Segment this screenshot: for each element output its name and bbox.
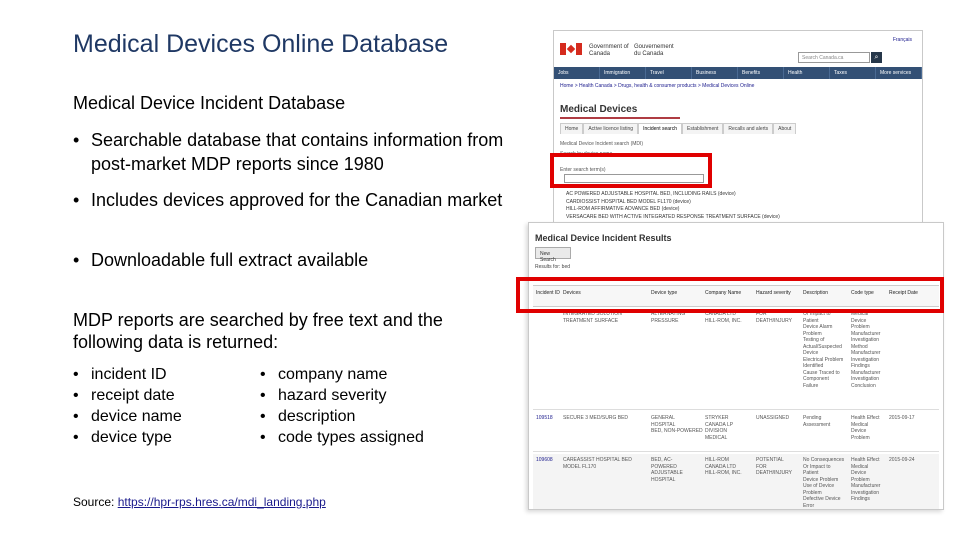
list-item: • company name xyxy=(260,364,424,385)
screenshot-results-page xyxy=(528,222,944,510)
tab-home[interactable]: Home xyxy=(560,123,583,134)
returned-fields-list-right xyxy=(260,364,424,448)
gov-wordmark-fr: Gouvernement du Canada xyxy=(634,44,674,57)
receipt-date-cell: 2015-09-24 xyxy=(889,457,915,463)
nav-item[interactable]: Business xyxy=(692,67,738,79)
code-type-cell: Health Effect Medical Device Problem xyxy=(851,415,880,441)
code-type-cell: Medical Device Problem Manufacturer Investigation Method Manufacturer Investigation Findings Manufacturer Investigation Conclusion xyxy=(851,311,881,389)
gov-wordmark-en: Government of Canada xyxy=(589,44,629,57)
nav-item[interactable]: Travel xyxy=(646,67,692,79)
table-row xyxy=(533,412,939,452)
incident-id[interactable]: 109518 xyxy=(536,415,553,421)
device-type-cell: BED, AC- POWERED ADJUSTABLE HOSPITAL xyxy=(651,457,683,483)
screenshot-search-page xyxy=(553,30,923,230)
nav-item[interactable]: Benefits xyxy=(738,67,784,79)
bullet-text: Includes devices approved for the Canadian market xyxy=(91,190,503,210)
hazard-cell: FOR DEATH/INJURY xyxy=(756,311,792,324)
source-link[interactable]: https://hpr-rps.hres.ca/mdi_landing.php xyxy=(117,495,326,509)
bullet-item xyxy=(73,188,521,212)
bullet-item xyxy=(73,128,521,176)
highlight-box-search-input xyxy=(550,153,712,188)
breadcrumb[interactable]: Home > Health Canada > Drugs, health & consumer products > Medical Devices Online xyxy=(560,83,755,89)
autocomplete-item[interactable]: CARDIOSSIST HOSPITAL BED MODEL FL170 (device) xyxy=(566,198,691,205)
page-title: Medical Devices xyxy=(560,104,638,115)
column-header[interactable]: Code type xyxy=(851,290,874,296)
autocomplete-item[interactable]: AC POWERED ADJUSTABLE HOSPITAL BED, INCLUDING RAILS (device) xyxy=(566,191,736,197)
section-text: Search by device name xyxy=(560,151,613,157)
tab-active-licence[interactable]: Active licence listing xyxy=(583,123,638,134)
site-search-input[interactable]: Search Canada.ca xyxy=(798,52,870,63)
nav-item[interactable]: Taxes xyxy=(830,67,876,79)
bullet-icon: • xyxy=(73,190,80,210)
company-cell: STRYKER CANADA LP DIVISION MEDICAL xyxy=(705,415,734,441)
nav-item[interactable]: Jobs xyxy=(554,67,600,79)
tab-about[interactable]: About xyxy=(773,123,796,134)
new-search-button[interactable]: New Search xyxy=(535,247,571,259)
nav-item[interactable]: More services xyxy=(876,67,922,79)
receipt-date-cell: 2015-09-17 xyxy=(889,415,915,421)
column-header[interactable]: Incident ID xyxy=(536,290,560,296)
column-header[interactable]: Description xyxy=(803,290,829,296)
tab-bar xyxy=(560,123,796,134)
autocomplete-item[interactable]: VERSACARE BED WITH ACTIVE INTEGRATED RESPONSE TREATMENT SURFACE (device) xyxy=(566,213,780,220)
list-item: • receipt date xyxy=(73,385,182,406)
company-cell: CANADA LTD HILL-ROM, INC. xyxy=(705,311,742,324)
column-header[interactable]: Receipt Date xyxy=(889,290,918,296)
slide-title: Medical Devices Online Database xyxy=(73,30,449,58)
description-cell: Pending Assessment xyxy=(803,415,831,428)
input-label: Enter search term(s) xyxy=(560,167,606,173)
language-toggle-link[interactable]: Français xyxy=(892,37,912,43)
hazard-cell: UNASSIGNED xyxy=(756,415,790,421)
section-link[interactable]: Medical Device Incident search (MDI) xyxy=(560,141,644,147)
main-nav xyxy=(554,67,922,79)
autocomplete-list xyxy=(566,191,780,221)
site-header xyxy=(554,31,922,67)
code-type-cell: Health Effect Medical Device Problem Manufacturer Investigation Findings xyxy=(851,457,881,502)
device-type-cell: GENERAL HOSPITAL BED, NON-POWERED xyxy=(651,415,703,434)
source-citation xyxy=(73,495,326,509)
hazard-cell: POTENTIAL FOR DEATH/INJURY xyxy=(756,457,792,476)
nav-item[interactable]: Immigration xyxy=(600,67,646,79)
source-label: Source: xyxy=(73,495,118,509)
nav-item[interactable]: Health xyxy=(784,67,830,79)
column-header[interactable]: Device type xyxy=(651,290,678,296)
table-row xyxy=(533,308,939,410)
device-cell: SECURE 3 MED/SURG BED xyxy=(563,415,629,421)
title-underline xyxy=(560,117,680,119)
description-paragraph: MDP reports are searched by free text and the following data is returned: xyxy=(73,310,443,352)
bullet-text: Searchable database that contains information from post-market MDP reports since 1980 xyxy=(91,130,504,174)
table-row xyxy=(533,454,939,510)
tab-establishment[interactable]: Establishment xyxy=(682,123,723,134)
company-cell: HILL-ROM CANADA LTD HILL-ROM, INC. xyxy=(705,457,742,476)
returned-fields-list-left xyxy=(73,364,182,448)
results-title: Medical Device Incident Results xyxy=(535,233,672,243)
list-item: • device name xyxy=(73,406,182,427)
column-header[interactable]: Company Name xyxy=(705,290,742,296)
list-item: • incident ID xyxy=(73,364,182,385)
column-header[interactable]: Devices xyxy=(563,290,581,296)
tab-recalls[interactable]: Recalls and alerts xyxy=(723,123,773,134)
highlight-box-table-header xyxy=(516,277,944,313)
device-cell: CAREASSIST HOSPITAL BED MODEL FL170 xyxy=(563,457,632,470)
search-icon[interactable]: ⌕ xyxy=(871,52,882,63)
list-item: • code types assigned xyxy=(260,427,424,448)
bullet-icon: • xyxy=(73,250,80,270)
description-cell: Or Impact to Patient Device Alarm Problem Testing of Actual/Suspected Device Electrical Problem Identified Cause Traced to Component Failure xyxy=(803,311,844,389)
description-cell: No Consequences Or Impact to Patient Device Problem Use of Device Problem Defective Device Error xyxy=(803,457,845,509)
bullet-icon: • xyxy=(73,130,80,150)
tab-incident-search[interactable]: Incident search xyxy=(638,123,682,134)
sub-heading: Medical Device Incident Database xyxy=(73,93,346,113)
list-item: • description xyxy=(260,406,424,427)
incident-id[interactable]: 109608 xyxy=(536,457,553,463)
device-type-cell: ALTERNATING PRESSURE xyxy=(651,311,686,324)
canada-flag-icon xyxy=(560,43,582,55)
bullet-item xyxy=(73,248,521,272)
column-header[interactable]: Hazard severity xyxy=(756,290,791,296)
list-item: • device type xyxy=(73,427,182,448)
results-query: Results for: bed xyxy=(535,264,571,270)
device-cell: INTEGRATED SOLUTION TREATMENT SURFACE xyxy=(563,311,622,324)
autocomplete-item[interactable]: HILL-ROM AFFIRMATIVE ADVANCE BED (device) xyxy=(566,206,680,212)
bullet-text: Downloadable full extract available xyxy=(91,250,369,270)
list-item: • hazard severity xyxy=(260,385,424,406)
